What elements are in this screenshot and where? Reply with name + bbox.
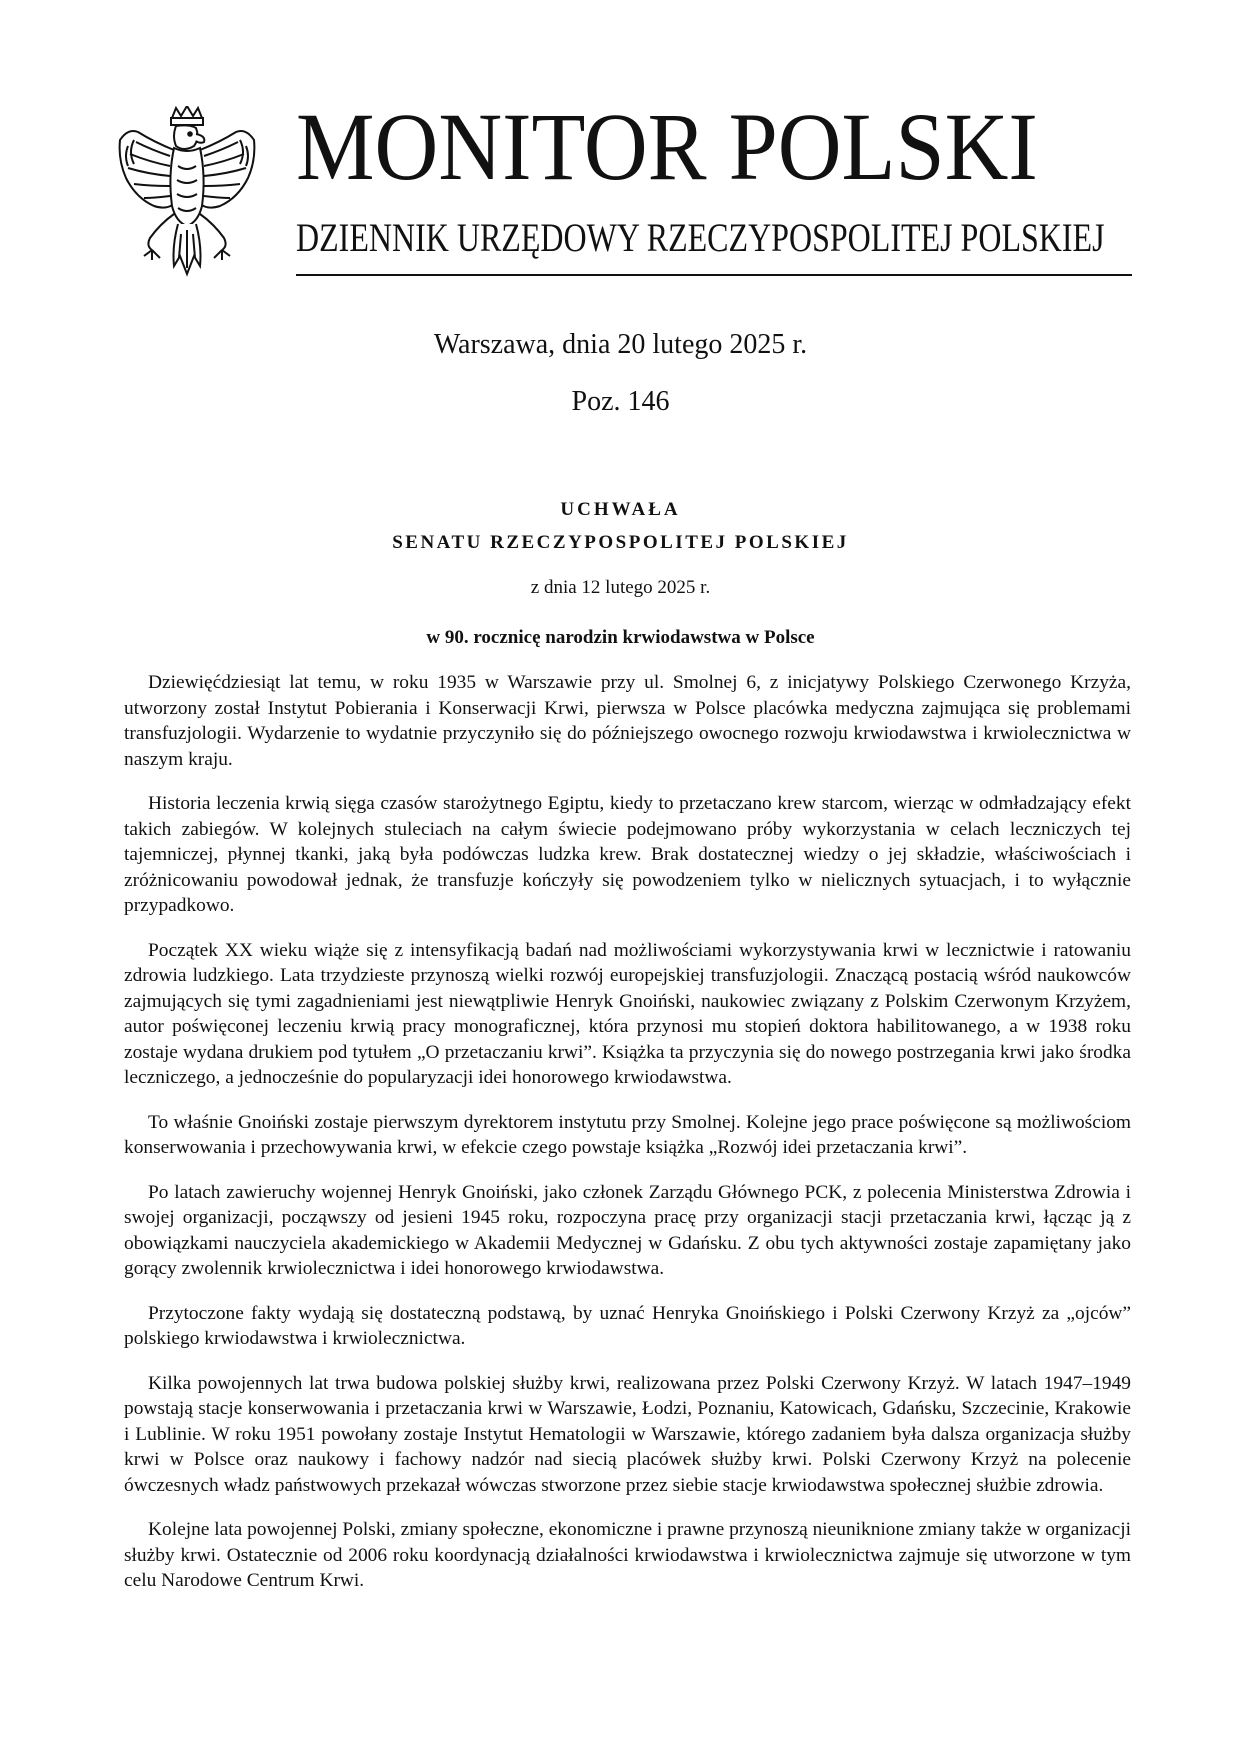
act-type: UCHWAŁA — [560, 499, 681, 520]
paragraph: Po latach zawieruchy wojennej Henryk Gnoiński, jako członek Zarządu Głównego PCK, z polecenia Ministerstwa Zdrowia i swojej organizacji, począwszy od jesieni 1945 roku, rozpoczyna pracę przy organizacji stacji przetaczania krwi, łącząc ją z obowiązkami nauczyciela akademickiego w Akademii Medycznej w Gdańsku. Z obu tych aktywności zostaje zapamiętany jako gorący zwolennik krwiolecznictwa i idei honorowego krwiodawstwa. — [124, 1181, 1131, 1279]
publication-subtitle: DZIENNIK URZĘDOWY RZECZYPOSPOLITEJ POLSKIEJ — [296, 215, 1105, 260]
masthead — [0, 0, 1241, 290]
paragraph: To właśnie Gnoiński zostaje pierwszym dyrektorem instytutu przy Smolnej. Kolejne jego prace poświęcone są możliwościom konserwowania i przechowywania krwi, w efekcie czego powstaje książka „Rozwój idei przetaczania krwi”. — [124, 1111, 1131, 1158]
position-number: Poz. 146 — [571, 386, 670, 417]
paragraph: Kolejne lata powojennej Polski, zmiany społeczne, ekonomiczne i prawne przynoszą nieuniknione zmiany także w organizacji służby krwi. Ostatecznie od 2006 roku koordynacją działalności krwiodawstwa i krwiolecznictwa zajmuje się utworzone w tym celu Narodowe Centrum Krwi. — [124, 1519, 1131, 1591]
header-divider — [296, 274, 1132, 276]
paragraph: Historia leczenia krwią sięga czasów starożytnego Egiptu, kiedy to przetaczano krew starcom, wierząc w odmładzający efekt takich zabiegów. W kolejnych stuleciach na całym świecie podejmowano próby wykorzystania w celach leczniczych tej tajemniczej, płynnej tkanki, jaką była podówczas ludzka krew. Brak dostatecznej wiedzy o jej składzie, właściwościach i zróżnicowaniu powodował jednak, że transfuzje kończyły się powodzeniem tylko w nielicznych sytuacjach, i to wyłącznie przypadkowo. — [124, 793, 1131, 916]
act-date: z dnia 12 lutego 2025 r. — [530, 577, 711, 598]
document-body — [124, 670, 1131, 1613]
paragraph: Dziewięćdziesiąt lat temu, w roku 1935 w Warszawie przy ul. Smolnej 6, z inicjatywy Polskiego Czerwonego Krzyża, utworzony został Instytut Pobierania i Konserwacji Krwi, pierwsza w Polsce placówka medyczna zajmująca się problemami transfuzjologii. Wydarzenie to wydatnie przyczyniło się do późniejszego owocnego rozwoju krwiodawstwa i krwiolecznictwa w naszym kraju. — [124, 672, 1131, 770]
paragraph: Kilka powojennych lat trwa budowa polskiej służby krwi, realizowana przez Polski Czerwony Krzyż. W latach 1947–1949 powstają stacje konserwowania i przetaczania krwi w Warszawie, Łodzi, Poznaniu, Katowicach, Gdańsku, Szczecinie, Krakowie i Lublinie. W roku 1951 powołany zostaje Instytut Hematologii w Warszawie, którego zadaniem była dalsza organizacja służby krwi w Polsce oraz naukowy i fachowy nadzór nad siecią placówek służby krwi. Polski Czerwony Krzyż na polecenie ówczesnych władz państwowych przekazał wówczas stworzone przez siebie stacje krwiodawstwa społecznej służbie zdrowia. — [124, 1372, 1131, 1496]
polish-eagle-emblem-icon — [114, 106, 260, 282]
act-subject: w 90. rocznicę narodzin krwiodawstwa w Polsce — [426, 627, 815, 648]
paragraph: Początek XX wieku wiąże się z intensyfikacją badań nad możliwościami wykorzystywania krwi w lecznictwie i ratowaniu zdrowia ludzkiego. Lata trzydzieste przynoszą wielki rozwój europejskiej transfuzjologii. Znaczącą postacią wśród naukowców zajmujących się tymi zagadnieniami jest niewątpliwie Henryk Gnoiński, naukowiec związany z Polskim Czerwonym Krzyżem, autor poświęconej leczeniu krwią pracy monograficznej, która przynosi mu stopień doktora habilitowanego, a w 1938 roku zostaje wydana drukiem pod tytułem „O przetaczaniu krwi”. Książka ta przyczynia się do nowego postrzegania krwi jako środka leczniczego, a jednocześnie do popularyzacji idei honorowego krwiodawstwa. — [124, 939, 1131, 1088]
paragraph: Przytoczone fakty wydają się dostateczną podstawą, by uznać Henryka Gnoińskiego i Polski Czerwony Krzyż za „ojców” polskiego krwiodawstwa i krwiolecznictwa. — [124, 1302, 1131, 1349]
dateline: Warszawa, dnia 20 lutego 2025 r. — [433, 329, 808, 360]
act-issuer: SENATU RZECZYPOSPOLITEJ POLSKIEJ — [392, 532, 849, 553]
publication-title: MONITOR POLSKI — [296, 93, 1038, 200]
